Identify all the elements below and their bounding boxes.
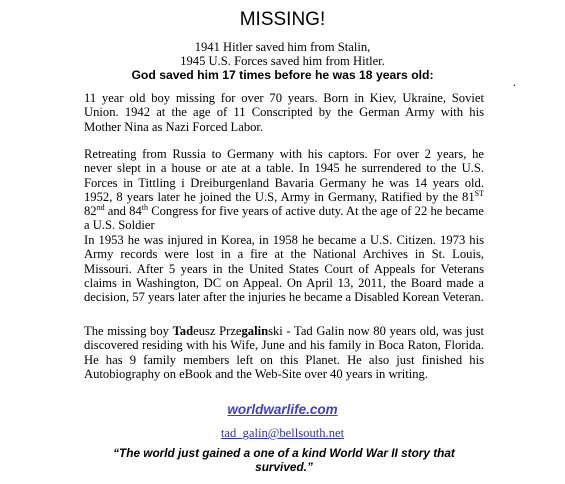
page-title: MISSING! (239, 9, 326, 30)
subtitle-line-2: 1945 U.S. Forces saved him from Hitler. (180, 54, 385, 68)
paragraph-1: 11 year old boy missing for over 70 years. Born in Kiev, Ukraine, Soviet Union. 1942 at the age of 11 Conscripted by the German Army with his Mother Nina as Nazi Forced Labor. (84, 91, 484, 134)
paragraph-4-text-b: eusz Prze (193, 324, 242, 338)
superscript-nd: nd (96, 203, 105, 212)
paragraph-4-text-c: ski - Tad Galin now 80 years old, was just discovered residing with his Wife, June and his family in Boca Raton, Florida. He has 9 family members left on this Planet. He also just finished his Autobiography on eBook and the Web-Site over 40 years in writing. (84, 324, 485, 381)
paragraph-2-text-d: Congress for five years of active duty. At the age of 22 he became a U.S. Soldier (84, 204, 485, 233)
subtitle-line-1: 1941 Hitler saved him from Stalin, (194, 40, 371, 54)
paragraph-3: In 1953 he was injured in Korea, in 1958 he became a U.S. Citizen. 1973 his Army records were lost in a fire at the National Archives in St. Louis, Missouri. After 5 years in the United States Court of Appeals for Veterans claims in Washington, DC on Appeal. On April 13, 2011, the Board made a decision, 57 years later after the injuries he became a Disabled Korean Veteran. (84, 233, 484, 305)
paragraph-2 (84, 147, 484, 233)
superscript-st: ST (474, 188, 484, 198)
website-link[interactable]: worldwarlife.com (227, 402, 338, 417)
superscript-th: th (141, 203, 149, 212)
subtitle-line-3: God saved him 17 times before he was 18 years old: (131, 68, 434, 82)
email-link[interactable]: tad_galin@bellsouth.net (220, 426, 345, 440)
paragraph-2-text-b: 82 (84, 204, 97, 219)
paragraph-2-text-a: Retreating from Russia to Germany with his captors. For over 2 years, he never slept in a house or ate at a table. In 1945 he surrendered to the U.S. Forces in Tittling i Dreiburgenland Bavaria Germany he was 14 years old. 1952, 8 years later he joined the U.S, Army in Germany, Ratified by the 81 (84, 147, 484, 204)
name-highlight-galin: galin (241, 324, 269, 338)
paragraph-2-text-c: and 84 (104, 204, 142, 219)
name-highlight-tad: Tad (172, 324, 194, 338)
stray-mark: . (513, 75, 516, 89)
closing-quote: “The world just gained a one of a kind World War II story that survived.” (113, 446, 455, 474)
paragraph-4 (84, 324, 484, 381)
paragraph-4-text-a: The missing boy (84, 324, 173, 338)
